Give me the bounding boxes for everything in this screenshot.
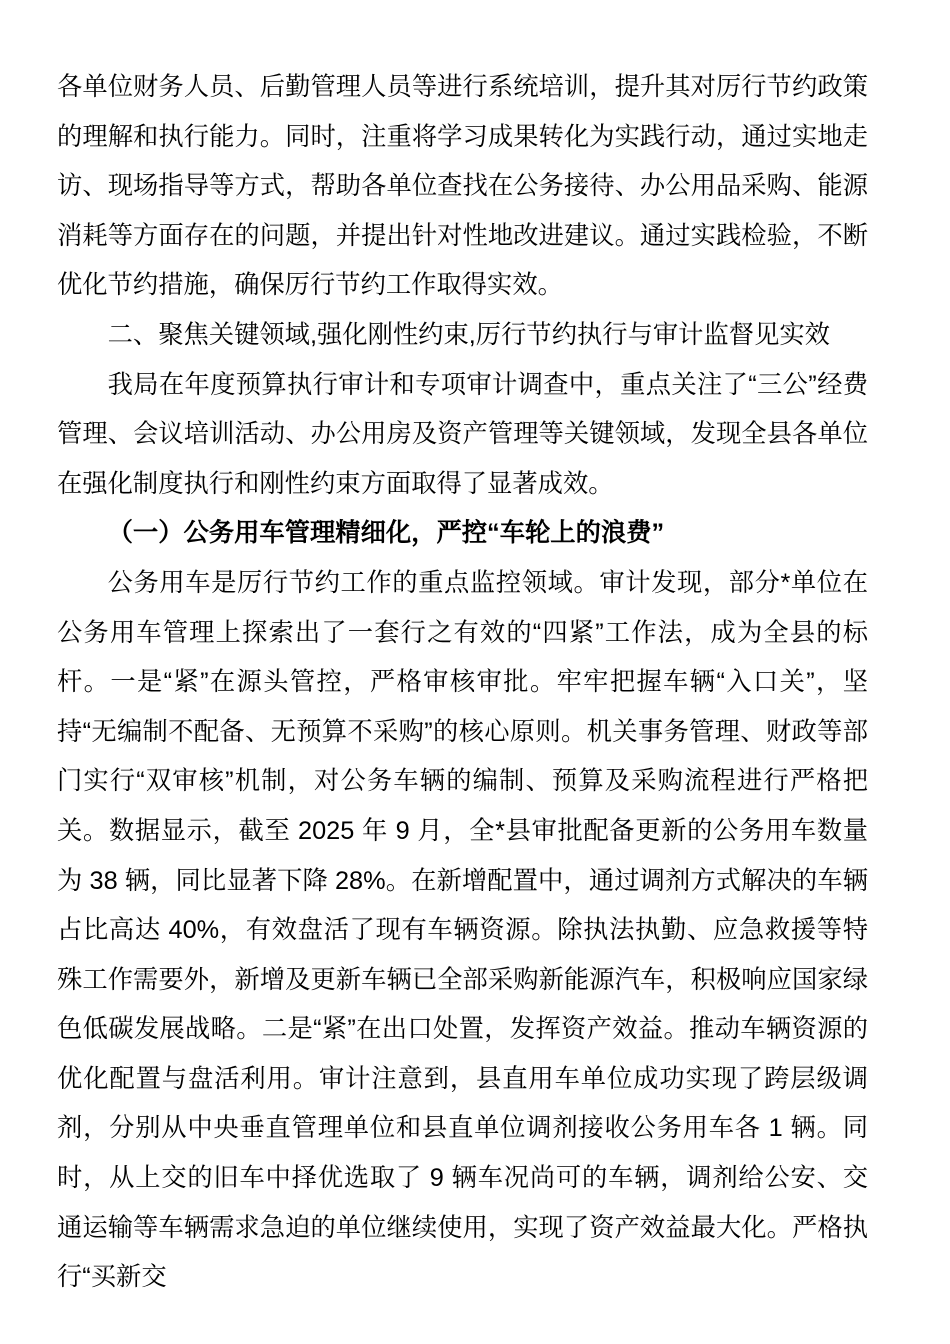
paragraph-body: 公务用车是厉行节约工作的重点监控领域。审计发现，部分*单位在公务用车管理上探索出了一套行之有效的“四紧”工作法，成为全县的标杆。一是“紧”在源头管控，严格审核审批。牢牢把握车辆“入口关”，坚持“无编制不配备、无预算不采购”的核心原则。机关事务管理、财政等部门实行“双审核”机制，对公务车辆的编制、预算及采购流程进行严格把关。数据显示，截至 2025 年 9 月，全*县审批配备更新的公务用车数量为 38 辆，同比显著下降 28%。在新增配置中，通过调剂方式解决的车辆占比高达 40%，有效盘活了现有车辆资源。除执法执勤、应急救援等特殊工作需要外，新增及更新车辆已全部采购新能源汽车，积极响应国家绿色低碳发展战略。二是“紧”在出口处置，发挥资产效益。推动车辆资源的优化配置与盘活利用。审计注意到，县直用车单位成功实现了跨层级调剂，分别从中央垂直管理单位和县直单位调剂接收公务用车各 1 辆。同时，从上交的旧车中择优选取了 9 辆车况尚可的车辆，调剂给公安、交通运输等车辆需求急迫的单位继续使用，实现了资产效益最大化。严格执行“买新交 (57, 568, 868, 1292)
section-heading: 二、聚焦关键领域,强化刚性约束,厉行节约执行与审计监督见实效 (107, 320, 830, 349)
paragraph-body: 我局在年度预算执行审计和专项审计调查中，重点关注了“三公”经费管理、会议培训活动、办公用房及资产管理等关键领域，发现全县各单位在强化制度执行和刚性约束方面取得了显著成效。 (57, 370, 868, 498)
subsection-heading: （一）公务用车管理精细化，严控“车轮上的浪费” (107, 519, 665, 548)
paragraph-body-continuation: 各单位财务人员、后勤管理人员等进行系统培训，提升其对厉行节约政策的理解和执行能力。同时，注重将学习成果转化为实践行动，通过实地走访、现场指导等方式，帮助各单位查找在公务接待、办公用品采购、能源消耗等方面存在的问题，并提出针对性地改进建议。通过实践检验，不断优化节约措施，确保厉行节约工作取得实效。 (57, 73, 868, 300)
